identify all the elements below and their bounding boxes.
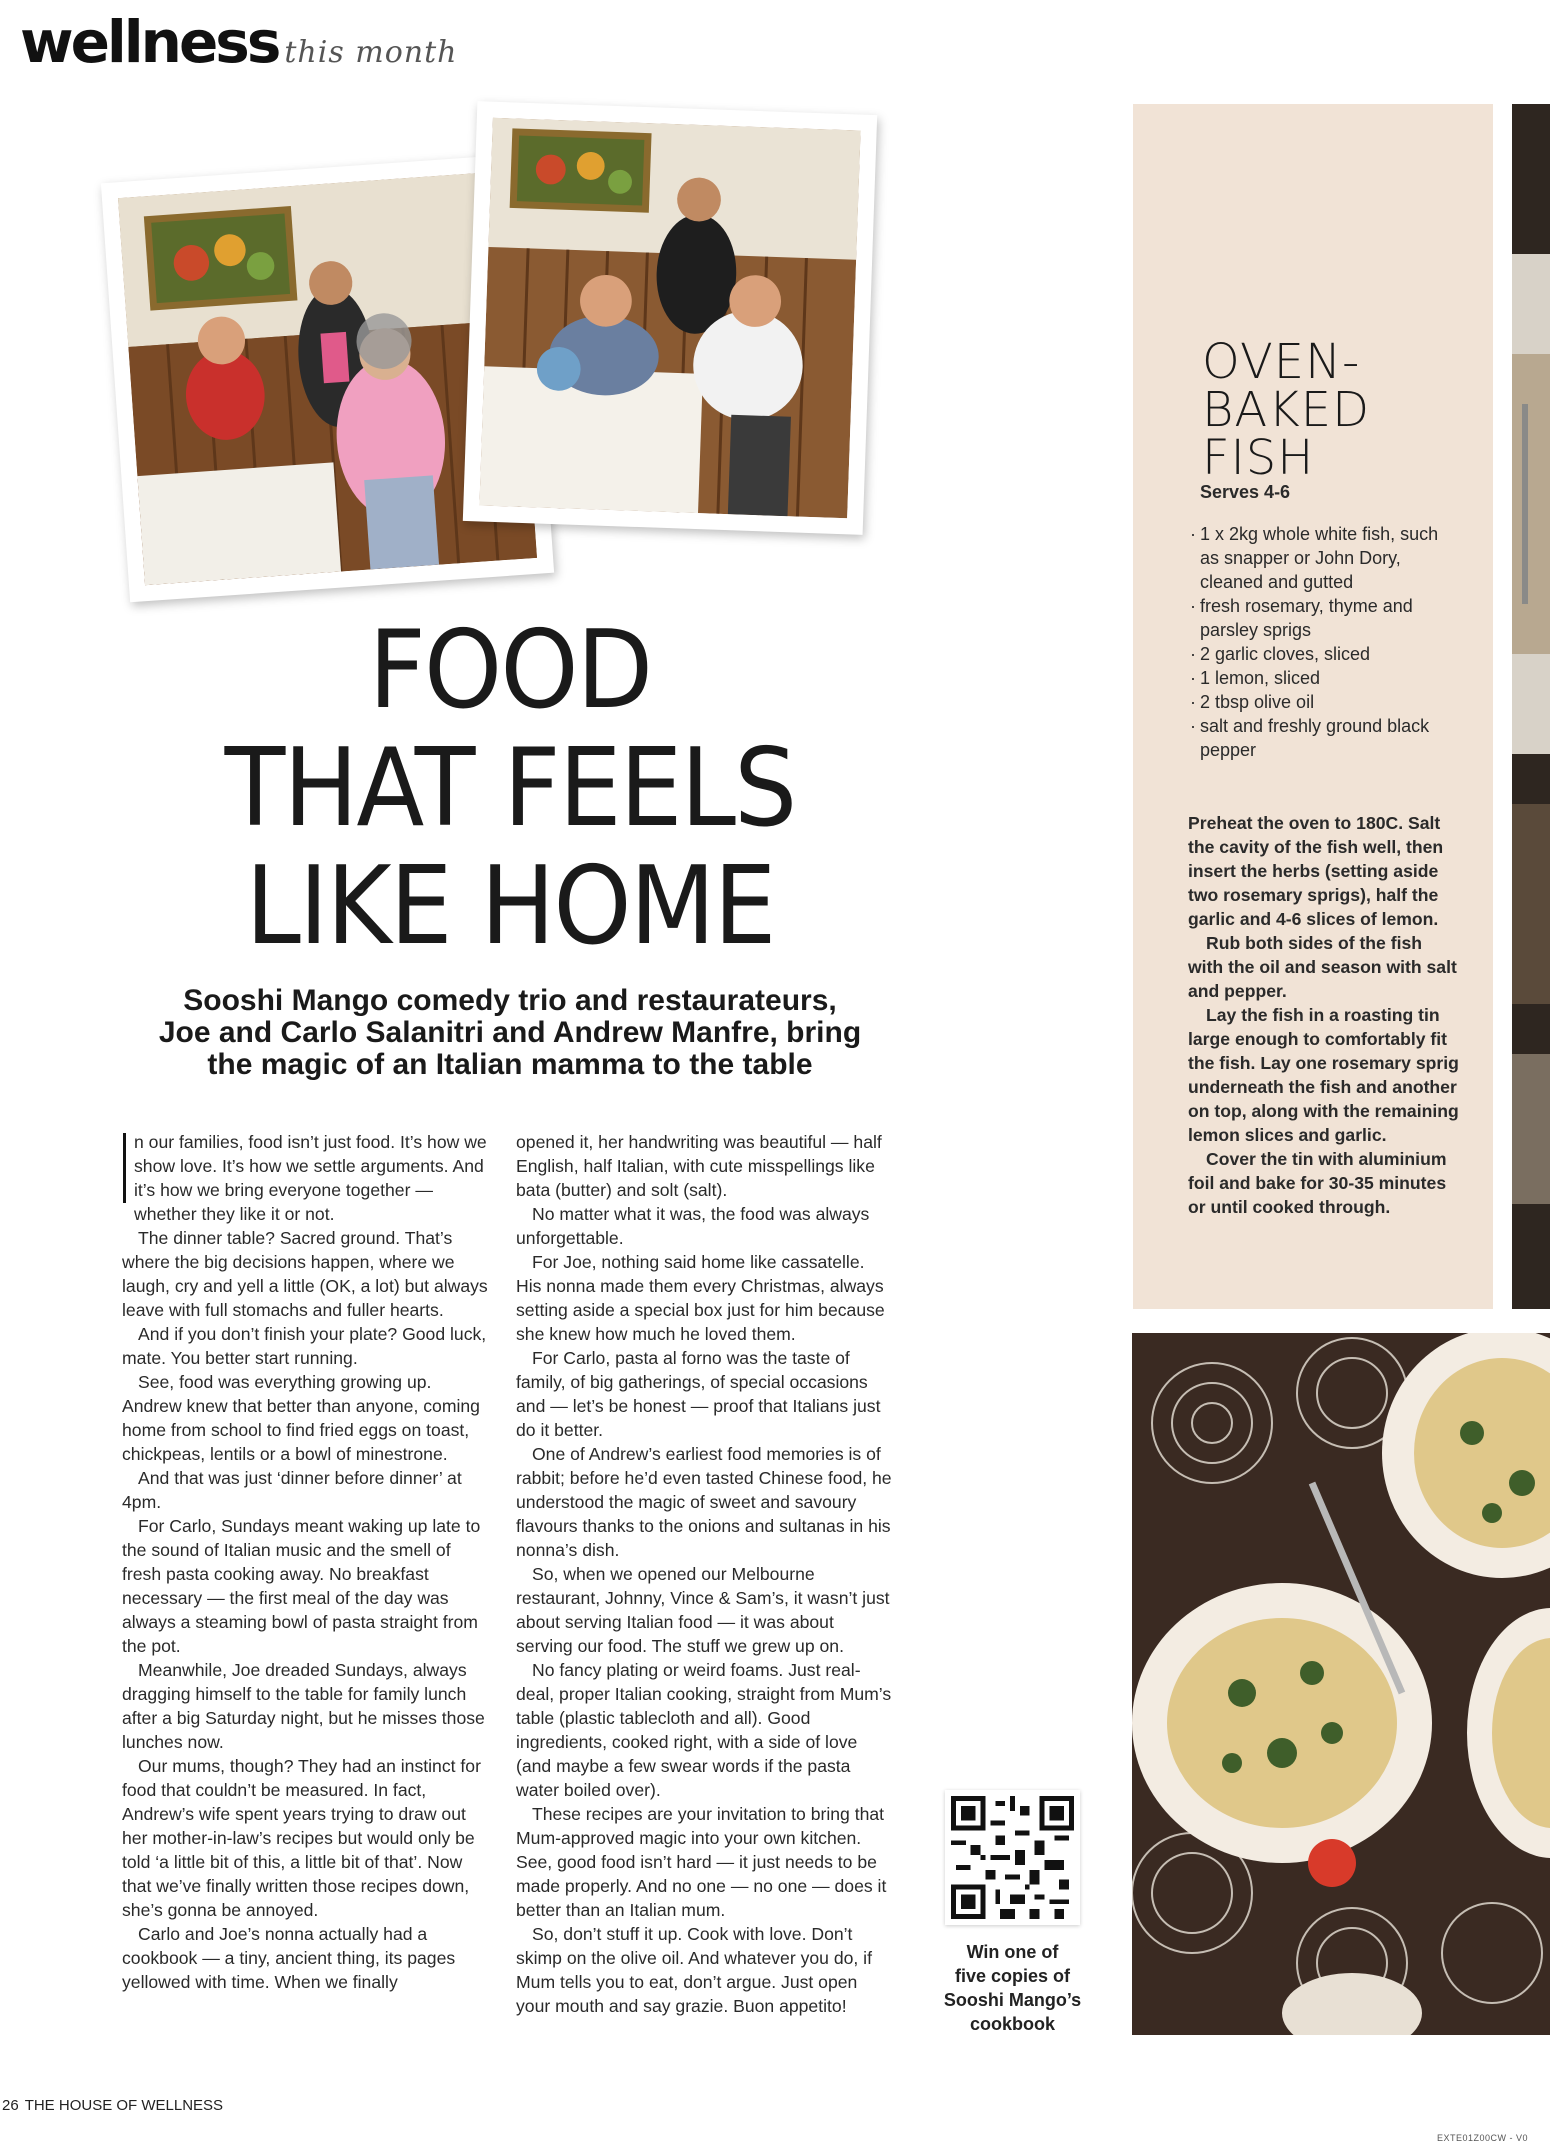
paragraph: No fancy plating or weird foams. Just real-deal, proper Italian cooking, straight from Mum’s table (plastic tablecloth and all). Good ingredients, cooked right, with a side of love (and maybe a few swear words if the pasta water boiled over).: [516, 1660, 892, 1800]
caption-line: Win one of: [966, 1942, 1059, 1962]
paragraph: One of Andrew’s earliest food memories is of rabbit; before he’d even tasted Chinese food, he understood the magic of sweet and savoury flavours thanks to the onions and sultanas in his nonna’s dish.: [516, 1444, 892, 1560]
ingredient-item: · 2 tbsp olive oil: [1190, 690, 1450, 714]
article-column-left: [122, 1130, 494, 1994]
paragraph: So, when we opened our Melbourne restaurant, Johnny, Vince & Sam’s, it wasn’t just about serving Italian food — it was about serving our food. The stuff we grew up on.: [516, 1564, 890, 1656]
paragraph: These recipes are your invitation to bring that Mum-approved magic into your own kitchen. See, good food isn’t hard — it just needs to be made properly. And no one — no one — does it better than an Italian mum.: [516, 1804, 887, 1920]
paragraph: The dinner table? Sacred ground. That’s where the big decisions happen, where we laugh, cry and yell a little (OK, a lot) but always leave with full stomachs and fuller hearts.: [122, 1228, 488, 1320]
ingredient-item: · 2 garlic cloves, sliced: [1190, 642, 1450, 666]
standfirst: [120, 985, 900, 1081]
paragraph: For Joe, nothing said home like cassatelle. His nonna made them every Christmas, always setting aside a special box just for him because she knew how much he loved them.: [516, 1252, 885, 1344]
page-folio: [2, 2097, 223, 2114]
recipe-method: [1188, 811, 1460, 1219]
ingredient-list: [1190, 522, 1450, 762]
paragraph: See, food was everything growing up. Andrew knew that better than anyone, coming home from school to find fried eggs on toast, chickpeas, lentils or a bowl of minestrone.: [122, 1372, 480, 1464]
article-column-middle: [516, 1130, 894, 2018]
paragraph: Meanwhile, Joe dreaded Sundays, always dragging himself to the table for family lunch after a big Saturday night, but he misses those lunches now.: [122, 1660, 485, 1752]
print-code: EXTE01Z00CW - V0: [1436, 2133, 1528, 2143]
paragraph: Our mums, though? They had an instinct for food that couldn’t be measured. In fact, Andrew’s wife spent years trying to draw out her mother-in-law’s recipes but would only be told ‘a little bit of this, a little bit of that’. Now that we’ve finally written those recipes down, she’s gonna be annoyed.: [122, 1756, 481, 1920]
method-step: Rub both sides of the fish with the oil and season with salt and pepper.: [1188, 933, 1457, 1001]
brand-logo: wellness: [20, 8, 279, 76]
paragraph: For Carlo, pasta al forno was the taste of family, of big gatherings, of special occasions and — let’s be honest — proof that Italians just do it better.: [516, 1348, 881, 1440]
paragraph: For Carlo, Sundays meant waking up late to the sound of Italian music and the smell of fresh pasta cooking away. No breakfast necessary — the first meal of the day was always a steaming bowl of pasta straight from the pot.: [122, 1516, 481, 1656]
qr-code[interactable]: [945, 1790, 1080, 1925]
article-headline: [170, 608, 851, 969]
ingredient-item: · 1 x 2kg whole white fish, such as snapper or John Dory, cleaned and gutted: [1190, 522, 1450, 594]
photo-pasta-dishes: [1132, 1333, 1550, 2035]
section-subtitle: this month: [284, 35, 458, 70]
paragraph: And that was just ‘dinner before dinner’ at 4pm.: [122, 1468, 462, 1512]
recipe-title: [1202, 334, 1371, 486]
masthead: [20, 8, 458, 76]
photo-fish-edge: [1512, 104, 1550, 1309]
standfirst-line: Joe and Carlo Salanitri and Andrew Manfre, bring: [158, 1016, 862, 1049]
paragraph: And if you don’t finish your plate? Good luck, mate. You better start running.: [122, 1324, 487, 1368]
method-step: Cover the tin with aluminium foil and bake for 30-35 minutes or until cooked through.: [1188, 1149, 1447, 1217]
headline-line: FOOD: [368, 608, 652, 733]
headline-line: LIKE HOME: [245, 844, 775, 969]
paragraph: No matter what it was, the food was always unforgettable.: [516, 1204, 870, 1248]
standfirst-line: Sooshi Mango comedy trio and restaurateurs,: [183, 984, 837, 1017]
caption-line: cookbook: [969, 2014, 1055, 2034]
recipe-title-line: BAKED: [1202, 382, 1371, 438]
caption-line: Sooshi Mango’s: [943, 1990, 1082, 2010]
method-step: Preheat the oven to 180C. Salt the cavity of the fish well, then insert the herbs (setting aside two rosemary sprigs), half the garlic and 4-6 slices of lemon.: [1188, 813, 1444, 929]
ingredient-item: · fresh rosemary, thyme and parsley sprigs: [1190, 594, 1450, 642]
recipe-title-line: FISH: [1202, 430, 1315, 486]
publication-name: THE HOUSE OF WELLNESS: [24, 2097, 224, 2114]
method-step: Lay the fish in a roasting tin large enough to comfortably fit the fish. Lay one rosemary sprig underneath the fish and another on top, along with the remaining lemon slices and garlic.: [1188, 1005, 1459, 1145]
ingredient-item: · salt and freshly ground black pepper: [1190, 714, 1450, 762]
recipe-title-line: OVEN-: [1202, 334, 1361, 390]
paragraph: Carlo and Joe’s nonna actually had a cookbook — a tiny, ancient thing, its pages yellowed with time. When we finally: [122, 1924, 456, 1992]
photo-trio-table: [463, 101, 877, 535]
recipe-serves: Serves 4-6: [1200, 482, 1291, 502]
caption-line: five copies of: [954, 1966, 1071, 1986]
ingredient-item: · 1 lemon, sliced: [1190, 666, 1450, 690]
paragraph: So, don’t stuff it up. Cook with love. Don’t skimp on the olive oil. And whatever you do, if Mum tells you to eat, don’t argue. Just open your mouth and say grazie. Buon appetito!: [516, 1924, 872, 2016]
paragraph: n our families, food isn’t just food. It’s how we show love. It’s how we settle arguments. And it’s how we bring everyone together — whether they like it or not.: [134, 1132, 487, 1224]
headline-line: THAT FEELS: [224, 726, 796, 851]
qr-caption: [930, 1940, 1095, 2036]
standfirst-line: the magic of an Italian mamma to the table: [207, 1048, 813, 1081]
page-number: 26: [2, 2097, 19, 2114]
paragraph: opened it, her handwriting was beautiful — half English, half Italian, with cute misspellings like bata (butter) and solt (salt).: [516, 1132, 882, 1200]
